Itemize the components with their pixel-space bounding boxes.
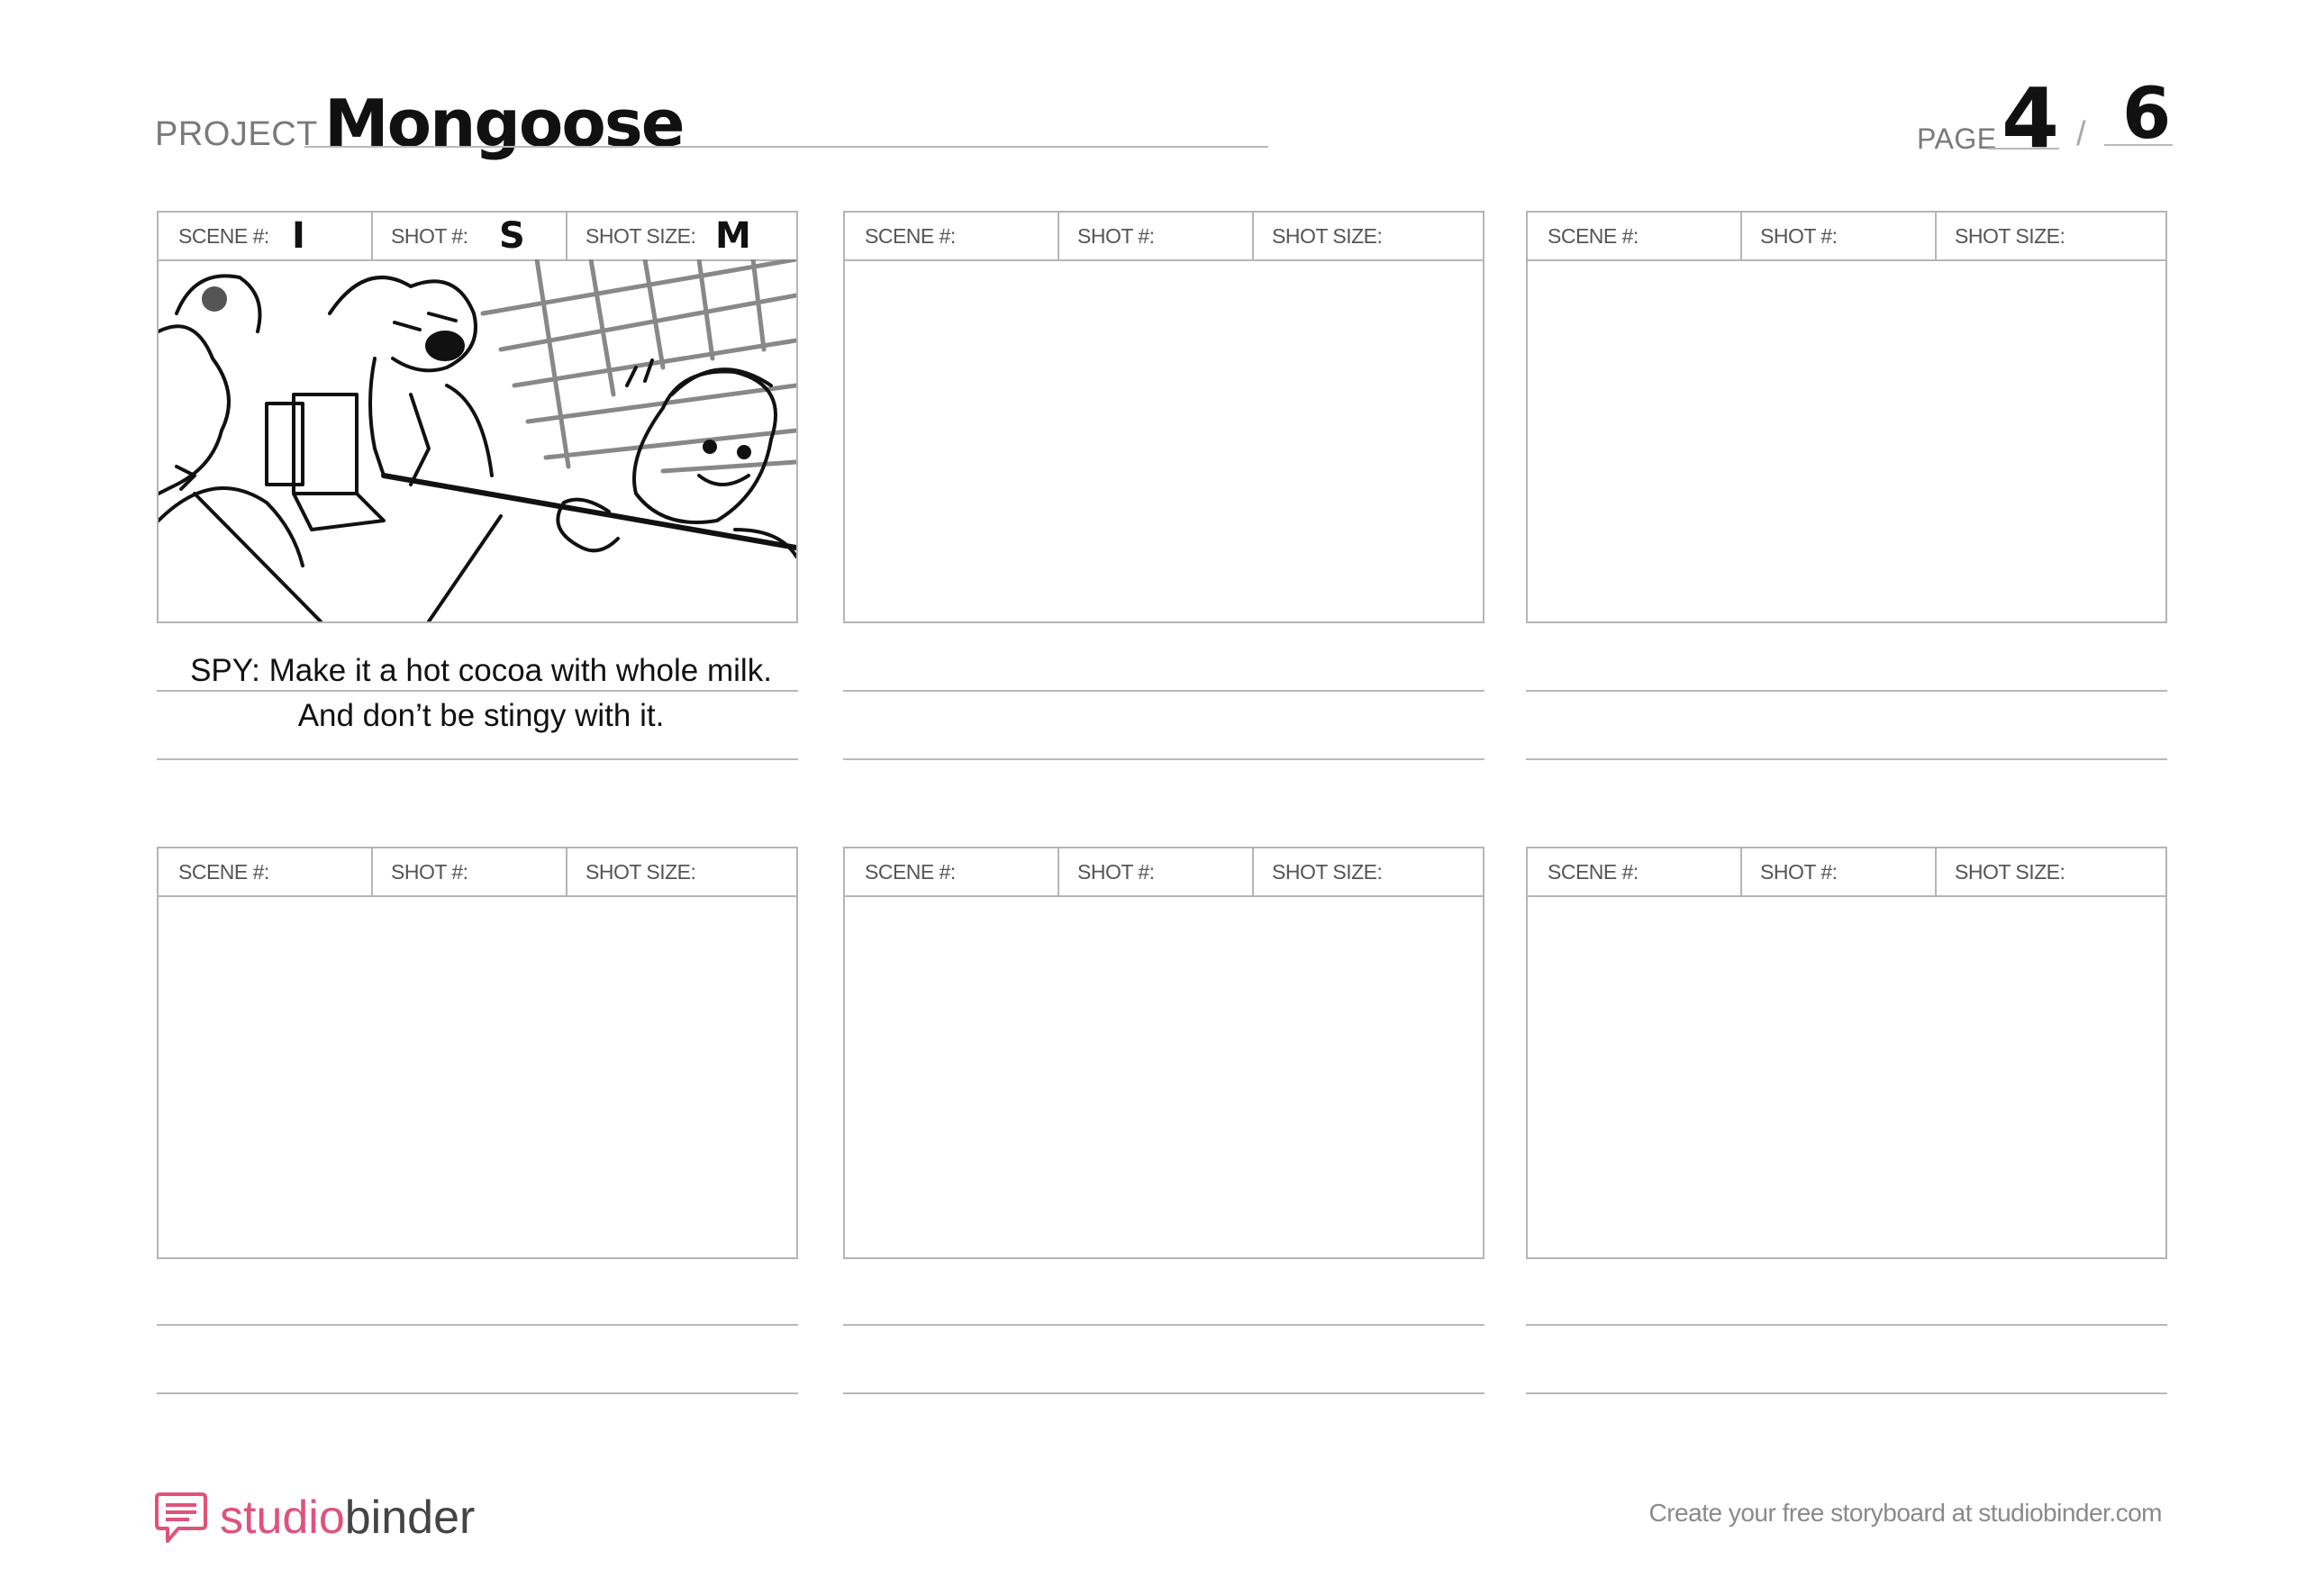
storyboard-panel-3[interactable] — [1526, 211, 2167, 623]
caption-line — [1526, 758, 2167, 760]
storyboard-panel-1[interactable] — [157, 211, 798, 623]
shot-size-label: SHOT SIZE: — [586, 860, 696, 884]
meta-divider — [1740, 213, 1742, 259]
caption-line — [157, 690, 798, 692]
shot-size-label: SHOT SIZE: — [1955, 224, 2065, 248]
speech-bubble-icon — [155, 1491, 207, 1545]
shot-size-value[interactable]: M — [715, 215, 751, 257]
project-name: Mongoose — [324, 86, 684, 161]
meta-divider — [371, 848, 373, 895]
panel-meta-row — [159, 848, 796, 897]
scene-label: SCENE #: — [865, 860, 956, 884]
storyboard-panel-6[interactable] — [1526, 847, 2167, 1259]
scene-label: SCENE #: — [178, 224, 269, 248]
meta-divider — [1740, 848, 1742, 895]
shot-size-label: SHOT SIZE: — [586, 224, 696, 248]
page-number-underline — [1987, 148, 2059, 150]
page-total: 6 — [2122, 74, 2172, 155]
caption-line — [1526, 690, 2167, 692]
page-number: 4 — [2002, 70, 2060, 167]
scene-label: SCENE #: — [178, 860, 269, 884]
project-label: PROJECT — [155, 115, 318, 153]
sketch-frame[interactable] — [159, 259, 796, 621]
shot-label: SHOT #: — [1077, 224, 1155, 248]
caption-line — [157, 758, 798, 760]
meta-divider — [1252, 848, 1254, 895]
caption-line — [1526, 1392, 2167, 1394]
shot-size-label: SHOT SIZE: — [1272, 860, 1383, 884]
footer-tagline[interactable]: Create your free storyboard at studiobinder.com — [1648, 1499, 2162, 1527]
storyboard-sketch — [159, 259, 796, 621]
panel-meta-row — [845, 213, 1483, 261]
studiobinder-logo[interactable] — [155, 1486, 475, 1549]
caption-line — [1526, 1324, 2167, 1326]
sketch-frame[interactable] — [159, 895, 796, 1257]
panel-1-caption-line2: And don’t be stingy with it. — [297, 698, 665, 733]
scene-value[interactable]: I — [292, 215, 305, 257]
meta-divider — [1252, 213, 1254, 259]
brand-part-binder: binder — [344, 1492, 476, 1544]
storyboard-panel-5[interactable] — [843, 847, 1484, 1259]
scene-label: SCENE #: — [1548, 860, 1639, 884]
panel-meta-row — [1528, 848, 2165, 897]
meta-divider — [566, 848, 567, 895]
caption-line — [157, 1392, 798, 1394]
panel-1-caption-line1: SPY: Make it a hot cocoa with whole milk. — [190, 653, 772, 688]
sketch-frame[interactable] — [845, 895, 1483, 1257]
caption-line — [843, 758, 1484, 760]
scene-label: SCENE #: — [865, 224, 956, 248]
shot-size-label: SHOT SIZE: — [1272, 224, 1383, 248]
meta-divider — [1058, 848, 1059, 895]
shot-label: SHOT #: — [1077, 860, 1155, 884]
panel-meta-row — [1528, 213, 2165, 261]
meta-divider — [1935, 848, 1937, 895]
page-label: PAGE — [1917, 122, 1997, 155]
project-name-underline — [304, 146, 1268, 148]
shot-label: SHOT #: — [1760, 224, 1838, 248]
page-separator: / — [2076, 115, 2087, 153]
panel-meta-row — [845, 848, 1483, 897]
scene-label: SCENE #: — [1548, 224, 1639, 248]
shot-label: SHOT #: — [391, 224, 468, 248]
caption-line — [157, 1324, 798, 1326]
storyboard-panel-4[interactable] — [157, 847, 798, 1259]
meta-divider — [371, 213, 373, 259]
caption-line — [843, 1392, 1484, 1394]
caption-line — [843, 1324, 1484, 1326]
sketch-frame[interactable] — [1528, 259, 2165, 621]
page-total-underline — [2104, 144, 2173, 146]
brand-wordmark — [220, 1491, 475, 1545]
storyboard-panel-2[interactable] — [843, 211, 1484, 623]
sketch-frame[interactable] — [1528, 895, 2165, 1257]
shot-label: SHOT #: — [391, 860, 468, 884]
shot-label: SHOT #: — [1760, 860, 1838, 884]
meta-divider — [566, 213, 567, 259]
shot-value[interactable]: S — [499, 215, 525, 257]
shot-size-label: SHOT SIZE: — [1955, 860, 2065, 884]
brand-part-studio: studio — [220, 1492, 345, 1544]
meta-divider — [1058, 213, 1059, 259]
panel-meta-row — [159, 213, 796, 261]
meta-divider — [1935, 213, 1937, 259]
sketch-frame[interactable] — [845, 259, 1483, 621]
caption-line — [843, 690, 1484, 692]
